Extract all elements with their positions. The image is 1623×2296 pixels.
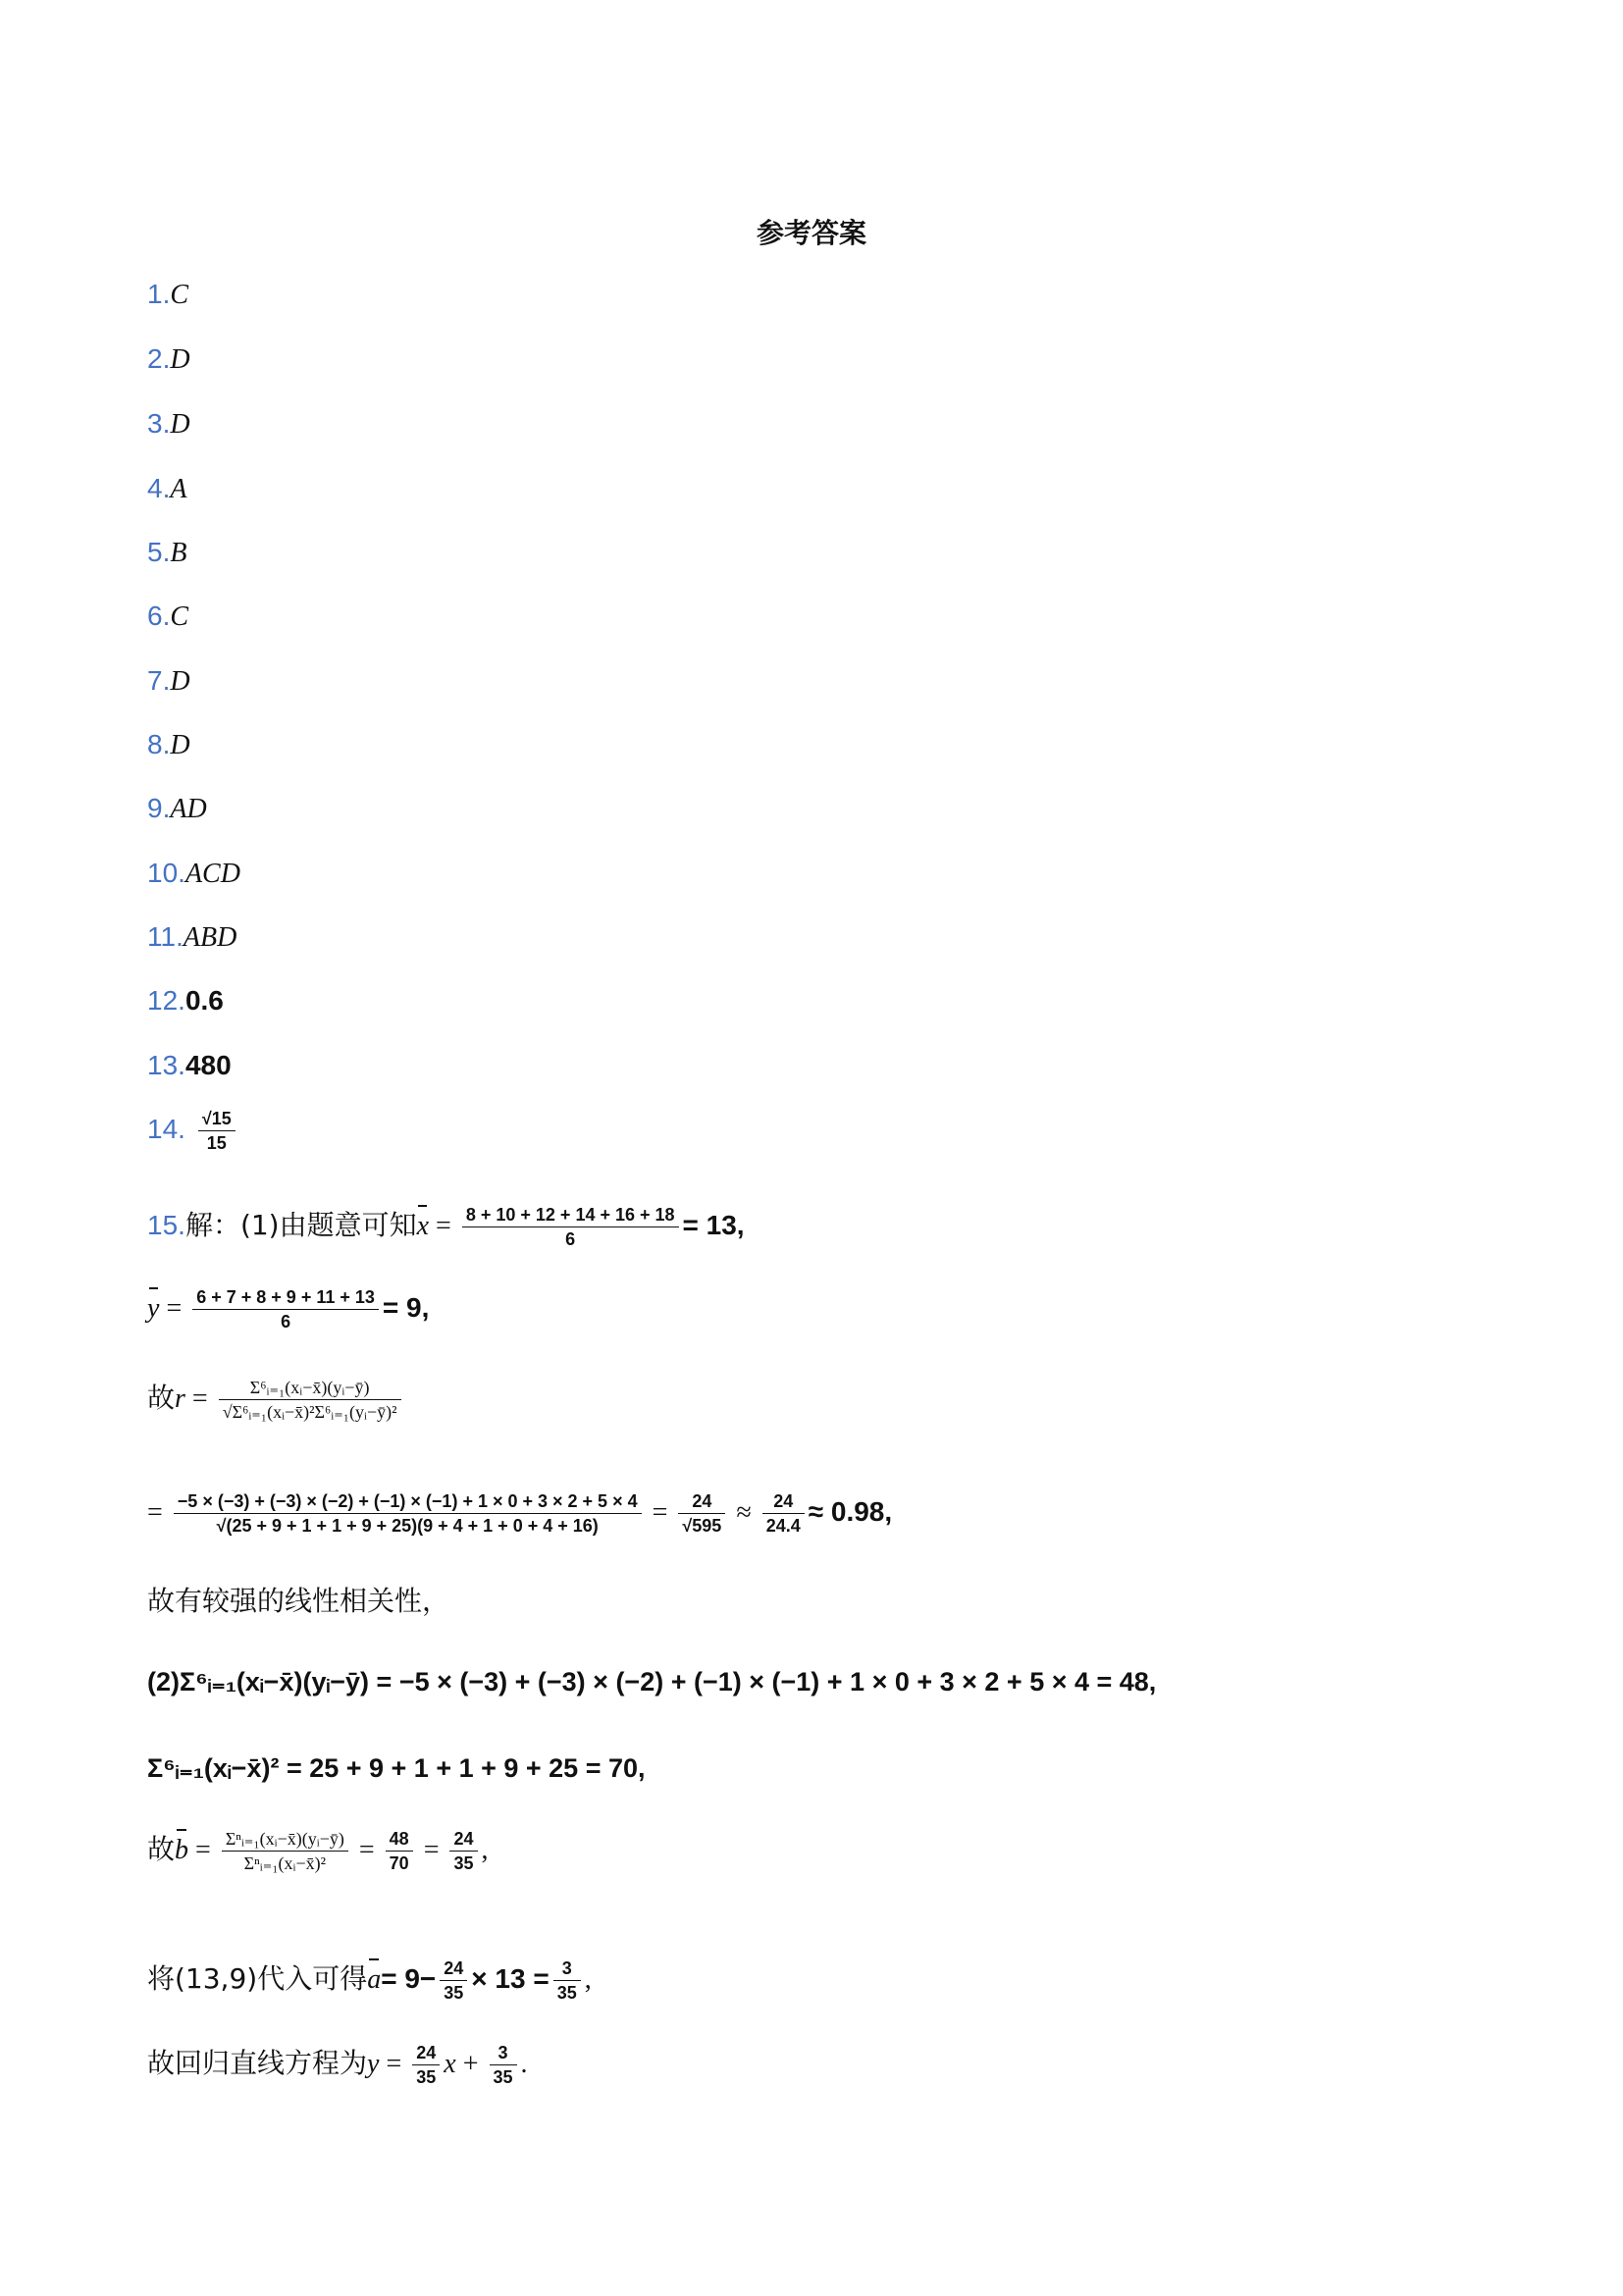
fraction-denominator: Σⁿᵢ₌₁(xᵢ−x̄)² [243, 1853, 327, 1873]
b-fraction-2 [449, 1827, 477, 1875]
xbar-symbol: x [417, 1209, 429, 1244]
answer-number: 6. [147, 600, 171, 631]
q15-ybar-line: y = $\frac{6 + 7 + 8 + 9 + 11 + 13}{6}$ = 9, [147, 1287, 430, 1331]
answer-number: 10. [147, 858, 185, 888]
fraction-numerator: 24 [416, 2043, 437, 2062]
r-formula-fraction [219, 1376, 401, 1424]
q15-intro: 解：(1)由题意可知 [184, 1209, 417, 1241]
fraction-denominator: √595 [682, 1516, 722, 1536]
r-result: ≈ 0.98, [808, 1496, 893, 1527]
ybar-fraction [192, 1285, 379, 1333]
answer-number: 2. [147, 343, 171, 374]
answer-value: 0.6 [184, 985, 224, 1016]
answer-3 [147, 406, 190, 443]
fraction-denominator: 15 [206, 1133, 227, 1153]
r-calc-fraction [174, 1489, 642, 1538]
q15-a-line: 将(13,9)代入可得a= 9− $\frac{24}{35}$ × 13 = $\frac{3}{35}$ , [147, 1958, 592, 2003]
fraction-numerator: Σⁿᵢ₌₁(xᵢ−x̄)(yᵢ−ȳ) [225, 1829, 344, 1849]
fraction-denominator: 6 [281, 1312, 291, 1331]
ybar-symbol: y [147, 1291, 159, 1327]
q15-part2-line: (2)Σ⁶ᵢ₌₁(xᵢ−x̄)(yᵢ−ȳ) = −5 × (−3) + (−3) × (−2) + (−1) × (−1) + 1 × 0 + 3 × 2 + 5 × 4 = 48, [147, 1667, 1157, 1696]
answer-value: D [170, 344, 190, 375]
q15-r-calc-line: = −5 × (−3) + (−3) × (−2) + (−1) × (−1) + 1 × 0 + 3 × 2 + 5 × 4 √(25 + 9 + 1 + 1 + 9 + 25)(9 + 4 + 1 + 0 + 4 + 16) = $\frac{24}{√595}$ ≈ $\frac{24}{24.4}$ ≈ 0.98, [147, 1491, 893, 1536]
a-fraction-1 [440, 1957, 467, 2005]
answer-7 [147, 663, 190, 700]
r-prefix: 故 [147, 1382, 176, 1414]
page-title: 参考答案 [756, 217, 866, 249]
final-prefix: 故回归直线方程为 [147, 2047, 368, 2079]
answer-value: C [170, 280, 189, 310]
answer-number: 1. [147, 279, 171, 309]
answer-value: A [170, 474, 187, 504]
fraction-denominator: √(25 + 9 + 1 + 1 + 9 + 25)(9 + 4 + 1 + 0 + 4 + 16) [216, 1516, 599, 1536]
b-formula-fraction [222, 1827, 348, 1875]
r-fraction-2 [762, 1489, 805, 1538]
b-fraction-1 [386, 1827, 413, 1875]
a-fraction-2 [553, 1957, 581, 2005]
a-equals: = 9− [381, 1963, 437, 1994]
fraction-denominator: 35 [444, 1983, 464, 2003]
answer-8 [147, 727, 190, 763]
fraction-denominator: 35 [493, 2067, 513, 2087]
q15-xbar-line: 15.解：(1)由题意可知x = $\frac{8 + 10 + 12 + 14 + 16 + 18}{6}$ = 13, [147, 1205, 745, 1249]
answer-number: 15. [147, 1210, 185, 1240]
answer-number: 8. [147, 729, 171, 759]
xbar-result: = 13, [682, 1210, 745, 1240]
ahat-symbol: a [367, 1962, 381, 1998]
fraction-denominator: 70 [389, 1853, 409, 1873]
fraction-denominator: 35 [416, 2067, 437, 2087]
answer-14 [147, 1107, 239, 1155]
fraction-numerator: 24 [444, 1958, 464, 1978]
final-fraction-1 [412, 2041, 440, 2089]
xbar-fraction [462, 1203, 679, 1251]
q15-conclusion-1: 故有较强的线性相关性， [147, 1585, 450, 1617]
fraction-numerator: Σ⁶ᵢ₌₁(xᵢ−x̄)(yᵢ−ȳ) [249, 1378, 370, 1397]
q15-b-line: 故b = $\frac{\text{Σⁿᵢ₌₁(xᵢ−x̄)(yᵢ−ȳ)}}{\text{Σⁿᵢ₌₁(xᵢ−x̄)²}}$ = $\frac{48}{70}$ = $\frac{24}{35}$ , [147, 1829, 489, 1873]
answer-1 [147, 277, 188, 313]
fraction-denominator: 35 [556, 1983, 577, 2003]
fraction-denominator: 35 [453, 1853, 474, 1873]
answer-value: D [170, 666, 190, 697]
answer-11 [147, 919, 236, 956]
answer-12 [147, 983, 224, 1018]
b-prefix: 故 [147, 1833, 176, 1865]
answer-number: 14. [147, 1114, 185, 1144]
bhat-symbol: b [175, 1833, 188, 1868]
fraction-numerator: 24 [453, 1829, 474, 1849]
answer-10 [147, 856, 240, 892]
answer-value: D [170, 409, 190, 440]
fraction-denominator: √Σ⁶ᵢ₌₁(xᵢ−x̄)²Σ⁶ᵢ₌₁(yᵢ−ȳ)² [222, 1402, 397, 1422]
answer-value: B [170, 538, 187, 568]
fraction-numerator: 3 [497, 2043, 508, 2062]
r-fraction-1 [678, 1489, 725, 1538]
answer-4 [147, 471, 186, 507]
fraction-numerator: 3 [561, 1958, 572, 1978]
answer-value: AD [170, 794, 207, 824]
a-prefix: 将(13,9)代入可得 [147, 1962, 368, 1995]
answer-number: 12. [147, 985, 185, 1016]
answer-9 [147, 791, 207, 827]
answer-value: D [170, 730, 190, 760]
q15-sum-squares-line: Σ⁶ᵢ₌₁(xᵢ−x̄)² = 25 + 9 + 1 + 1 + 9 + 25 = 70, [147, 1753, 646, 1783]
answer-fraction [198, 1107, 236, 1155]
answer-number: 5. [147, 537, 171, 567]
fraction-numerator: 8 + 10 + 12 + 14 + 16 + 18 [465, 1205, 675, 1225]
answer-5 [147, 535, 186, 571]
answer-number: 7. [147, 665, 171, 696]
answer-13 [147, 1048, 232, 1083]
fraction-numerator: 24 [773, 1491, 794, 1511]
answer-value: ABD [183, 922, 237, 953]
fraction-denominator: 24.4 [765, 1516, 801, 1536]
q15-final-line: 故回归直线方程为y = $\frac{24}{35}$ x + $\frac{3}{35}$ . [147, 2043, 528, 2087]
fraction-numerator: 6 + 7 + 8 + 9 + 11 + 13 [196, 1287, 375, 1307]
answer-value: 480 [184, 1050, 232, 1080]
fraction-numerator: 48 [389, 1829, 409, 1849]
fraction-denominator: 6 [565, 1229, 576, 1249]
answer-number: 13. [147, 1050, 185, 1080]
answer-value: ACD [184, 859, 240, 889]
final-fraction-2 [490, 2041, 517, 2089]
answer-2 [147, 341, 190, 378]
fraction-numerator: 24 [692, 1491, 712, 1511]
fraction-numerator: √15 [201, 1109, 232, 1128]
ybar-result: = 9, [382, 1292, 430, 1323]
answer-value: C [170, 601, 189, 632]
answer-number: 3. [147, 408, 171, 439]
q15-r-formula-line: 故r = $\frac{\text{Σ⁶ᵢ₌₁(xᵢ−x̄)(yᵢ−ȳ)}}{\text{√Σ⁶ᵢ₌₁(xᵢ−x̄)²Σ⁶ᵢ₌₁(yᵢ−ȳ)²}}$ [147, 1376, 405, 1424]
fraction-numerator: −5 × (−3) + (−3) × (−2) + (−1) × (−1) + 1 × 0 + 3 × 2 + 5 × 4 [177, 1491, 638, 1511]
a-times: × 13 = [471, 1963, 550, 1994]
answer-6 [147, 599, 188, 635]
answer-number: 4. [147, 473, 171, 503]
answer-number: 11. [147, 921, 183, 952]
answer-number: 9. [147, 793, 171, 823]
